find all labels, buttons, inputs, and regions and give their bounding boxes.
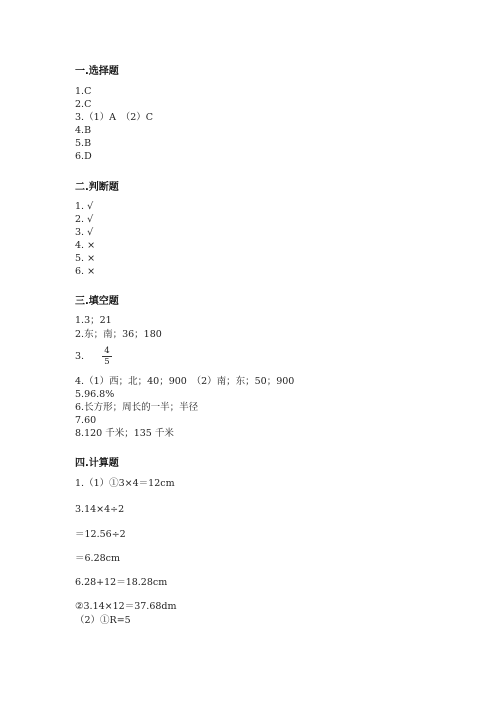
- calc-line-3: ＝12.56÷2: [75, 529, 126, 540]
- calc-line-6: ②3.14×12＝37.68dm: [75, 601, 177, 612]
- calc-line-2: 3.14×4÷2: [75, 504, 125, 515]
- calc-line-5: 6.28+12＝18.28cm: [75, 577, 168, 588]
- calc-line-4: ＝6.28cm: [75, 553, 120, 564]
- judgment-answer-5: 5. ×: [75, 253, 96, 264]
- choice-answer-6: 6.D: [75, 151, 92, 162]
- fill-answer-2: 2.东；南；36；180: [75, 329, 162, 340]
- section-heading-fill-blank: 三.填空题: [75, 296, 119, 307]
- fill-answer-6: 6.长方形；周长的一半；半径: [75, 402, 199, 413]
- calc-line-1: 1.（1）①3×4＝12cm: [75, 478, 175, 489]
- section-heading-calculation: 四.计算题: [75, 458, 119, 469]
- fill-answer-4: 4.（1）西；北；40；900 （2）南；东；50；900: [75, 376, 295, 387]
- section-heading-judgment: 二.判断题: [75, 182, 119, 193]
- fill-answer-8: 8.120 千米；135 千米: [75, 428, 174, 439]
- choice-answer-1: 1.C: [75, 86, 92, 97]
- fill-answer-3: 3.: [75, 351, 85, 362]
- judgment-answer-1: 1. √: [75, 201, 94, 212]
- fraction-numerator: 4: [104, 346, 110, 356]
- calc-line-7: （2）①R=5: [75, 615, 131, 626]
- judgment-answer-4: 4. ×: [75, 240, 96, 251]
- choice-answer-2: 2.C: [75, 99, 92, 110]
- choice-answer-5: 5.B: [75, 138, 92, 149]
- fill-answer-1: 1.3；21: [75, 315, 112, 326]
- fill-answer-7: 7.60: [75, 415, 97, 426]
- fill-answer-5: 5.96.8%: [75, 389, 115, 400]
- fraction-denominator: 5: [104, 357, 110, 367]
- judgment-answer-2: 2. √: [75, 214, 94, 225]
- choice-answer-4: 4.B: [75, 125, 92, 136]
- section-heading-choice: 一.选择题: [75, 66, 119, 77]
- choice-answer-3: 3.（1）A （2）C: [75, 112, 154, 123]
- fraction-four-fifths: [101, 346, 113, 367]
- judgment-answer-6: 6. ×: [75, 266, 96, 277]
- judgment-answer-3: 3. √: [75, 227, 94, 238]
